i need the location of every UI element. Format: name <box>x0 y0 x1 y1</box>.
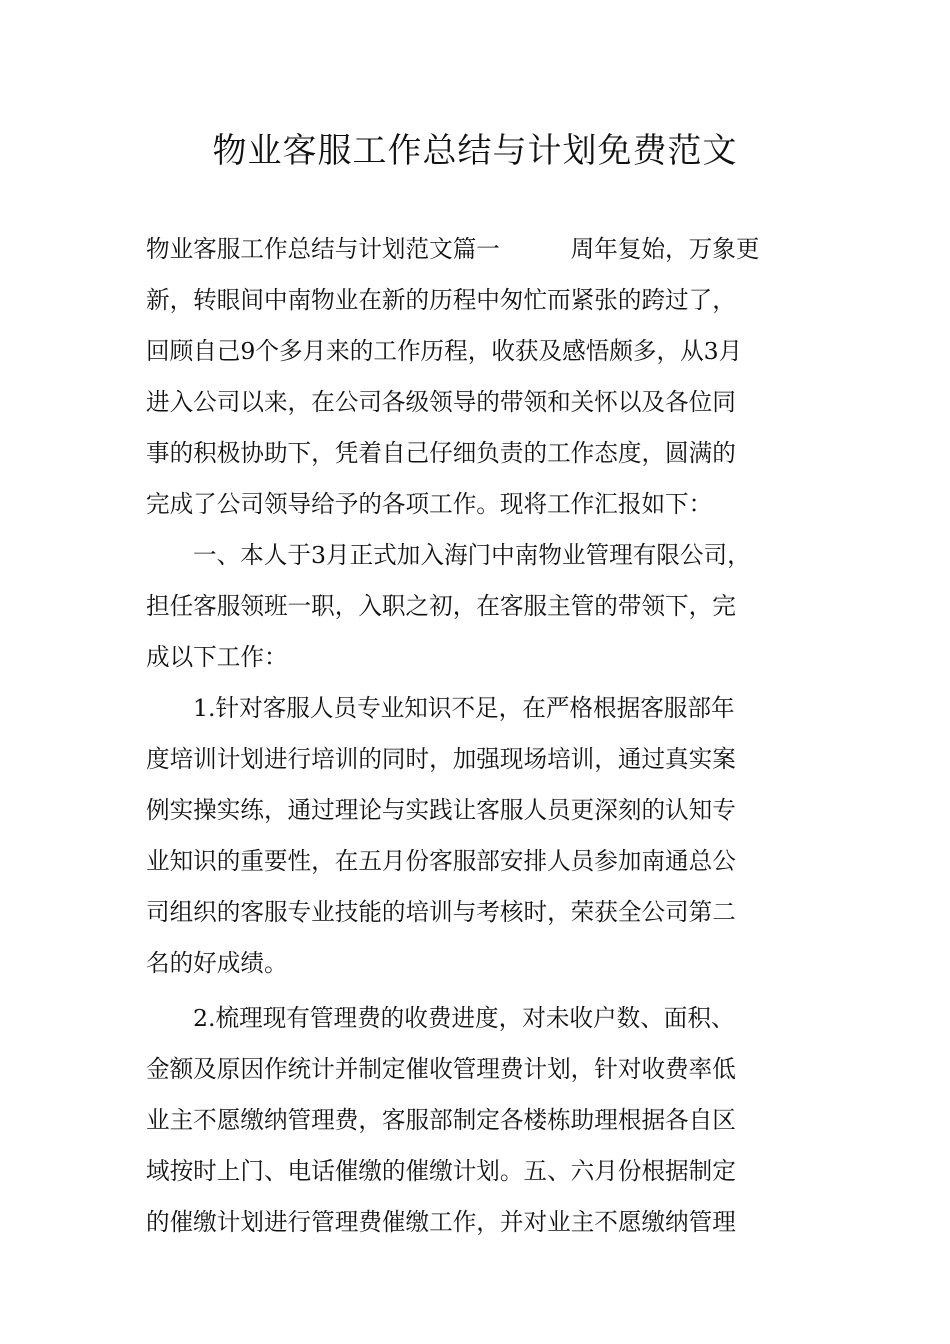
body-line: 的催缴计划进行管理费催缴工作，并对业主不愿缴纳管理 <box>146 1208 736 1236</box>
body-line: 物业客服工作总结与计划范文篇一 周年复始，万象更 <box>146 235 760 263</box>
body-line: 名的好成绩。 <box>146 949 288 977</box>
body-line: 担任客服领班一职，入职之初，在客服主管的带领下，完 <box>146 592 736 620</box>
body-line: 司组织的客服专业技能的培训与考核时，荣获全公司第二 <box>146 898 736 926</box>
document-title: 物业客服工作总结与计划免费范文 <box>212 131 738 171</box>
paragraph-start-line: 一、本人于3月正式加入海门中南物业管理有限公司， <box>193 541 751 569</box>
body-line: 度培训计划进行培训的同时，加强现场培训，通过真实案 <box>146 745 736 773</box>
body-line: 回顾自己9个多月来的工作历程，收获及感悟颇多，从3月 <box>146 337 743 365</box>
body-line: 业主不愿缴纳管理费，客服部制定各楼栋助理根据各自区 <box>146 1106 736 1134</box>
body-line: 新，转眼间中南物业在新的历程中匆忙而紧张的跨过了， <box>146 286 736 314</box>
document-body <box>146 224 808 1248</box>
paragraph-start-line: 2.梳理现有管理费的收费进度，对未收户数、面积、 <box>193 1004 735 1032</box>
body-line: 完成了公司领导给予的各项工作。现将工作汇报如下： <box>146 490 713 518</box>
body-line: 进入公司以来，在公司各级领导的带领和关怀以及各位同 <box>146 388 736 416</box>
body-line: 成以下工作： <box>146 643 288 671</box>
body-line: 业知识的重要性，在五月份客服部安排人员参加南通总公 <box>146 847 736 875</box>
paragraph-start-line: 1.针对客服人员专业知识不足，在严格根据客服部年 <box>193 694 735 722</box>
body-line: 事的积极协助下，凭着自己仔细负责的工作态度，圆满的 <box>146 439 736 467</box>
body-line: 域按时上门、电话催缴的催缴计划。五、六月份根据制定 <box>146 1157 736 1185</box>
body-line: 金额及原因作统计并制定催收管理费计划，针对收费率低 <box>146 1055 736 1083</box>
body-line: 例实操实练，通过理论与实践让客服人员更深刻的认知专 <box>146 796 736 824</box>
